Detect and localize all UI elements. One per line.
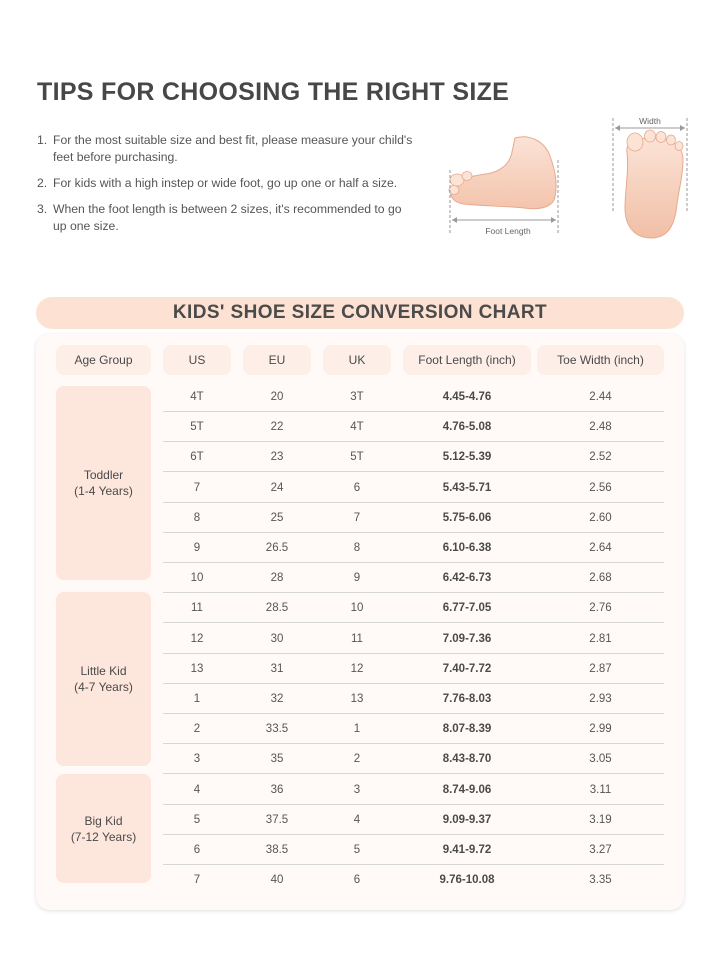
table-row (163, 805, 664, 835)
table-row (163, 533, 664, 563)
eu-size-cell: 26.5 (265, 542, 289, 554)
toe-width-cell: 2.56 (589, 481, 612, 494)
toe-width-cell: 3.27 (589, 844, 612, 856)
uk-size-cell: 10 (350, 602, 364, 615)
group-range: (4-7 Years) (74, 680, 133, 694)
toe-shape (667, 135, 676, 145)
eu-size-cell: 28.5 (265, 602, 289, 615)
uk-size-cell: 4 (353, 813, 361, 826)
foot-length-cell: 8.74-9.06 (442, 783, 492, 796)
us-size-cell: 10 (190, 572, 204, 585)
uk-size-cell: 5 (353, 844, 361, 856)
group-little-kid (56, 592, 151, 766)
uk-size-cell: 9 (353, 572, 361, 585)
table-row (163, 714, 664, 744)
table-row (163, 593, 664, 623)
header-us: US (163, 345, 231, 375)
group-name: Big Kid (84, 813, 123, 828)
toe-width-cell: 2.93 (589, 693, 612, 705)
eu-size-cell: 32 (270, 693, 284, 705)
tip-number: 1. (37, 133, 48, 147)
toe-width-cell: 3.11 (589, 783, 612, 796)
tip-number: 2. (37, 176, 48, 190)
eu-size-cell: 20 (270, 391, 284, 403)
uk-size-cell: 3T (350, 391, 364, 403)
uk-size-cell: 6 (353, 481, 361, 494)
arrowhead (551, 217, 556, 223)
arrowhead (680, 125, 685, 131)
uk-size-cell: 12 (350, 662, 364, 675)
eu-size-cell: 37.5 (265, 813, 289, 826)
foot-length-cell: 5.12-5.39 (442, 451, 492, 464)
eu-size-cell: 38.5 (265, 844, 289, 856)
us-size-cell: 4 (193, 783, 201, 796)
toe-width-cell: 2.48 (589, 421, 612, 434)
eu-size-cell: 22 (270, 421, 284, 434)
tip-item (37, 201, 417, 235)
eu-size-cell: 25 (270, 511, 284, 524)
uk-size-cell: 2 (353, 753, 361, 766)
group-name: Toddler (83, 468, 124, 482)
us-size-cell: 1 (193, 693, 201, 705)
toe-width-cell: 2.76 (589, 602, 612, 615)
tip-item (37, 132, 417, 166)
uk-size-cell: 11 (351, 632, 363, 645)
tip-text: For kids with a high instep or wide foot, go up one or half a size. (53, 176, 398, 190)
header-toe-width: Toe Width (inch) (537, 345, 664, 375)
toe-width-cell: 3.05 (589, 753, 612, 766)
tip-number: 3. (37, 202, 48, 216)
foot-length-cell: 8.43-8.70 (442, 753, 492, 766)
foot-length-cell: 5.43-5.71 (442, 481, 492, 494)
eu-size-cell: 30 (270, 632, 284, 645)
foot-length-cell: 7.76-8.03 (442, 693, 492, 705)
foot-length-label: Foot Length (485, 226, 531, 236)
uk-size-cell: 5T (350, 451, 364, 464)
us-size-cell: 2 (193, 723, 201, 736)
eu-size-cell: 31 (270, 662, 284, 675)
group-range: (7-12 Years) (70, 829, 137, 844)
us-size-cell: 4T (190, 391, 204, 403)
toe-shape (462, 172, 472, 181)
foot-length-cell: 4.76-5.08 (442, 421, 492, 434)
us-size-cell: 7 (193, 874, 201, 887)
table-row (163, 775, 664, 805)
toe-width-cell: 3.35 (589, 874, 612, 887)
toe-shape (675, 142, 683, 151)
us-size-cell: 6 (193, 844, 201, 856)
sole-shape (625, 138, 683, 238)
foot-length-cell: 7.40-7.72 (442, 662, 492, 675)
arrowhead (615, 125, 620, 131)
us-size-cell: 3 (193, 753, 201, 766)
toe-width-cell: 2.64 (589, 542, 612, 554)
foot-length-cell: 7.09-7.36 (442, 632, 492, 645)
eu-size-cell: 24 (270, 481, 284, 494)
foot-sole-illustration (605, 112, 695, 247)
toe-width-cell: 2.68 (589, 572, 612, 585)
table-row (163, 654, 664, 684)
foot-length-cell: 6.42-6.73 (442, 572, 492, 585)
toe-width-cell: 2.81 (589, 632, 612, 645)
eu-size-cell: 23 (270, 451, 284, 464)
toe-width-cell: 2.60 (589, 511, 612, 524)
toe-width-cell: 2.99 (589, 723, 612, 736)
uk-size-cell: 6 (353, 874, 361, 887)
table-row (163, 442, 664, 472)
foot-length-cell: 6.10-6.38 (442, 542, 492, 554)
toe-shape (645, 130, 656, 142)
table-row (163, 624, 664, 654)
arrowhead (452, 217, 457, 223)
chart-title: KIDS' SHOE SIZE CONVERSION CHART (172, 302, 548, 323)
us-size-cell: 8 (193, 511, 201, 524)
table-row (163, 382, 664, 412)
tip-text: For the most suitable size and best fit, please measure your child's feet before purchasing. (53, 133, 413, 164)
us-size-cell: 12 (190, 632, 204, 645)
foot-length-cell: 9.41-9.72 (442, 844, 492, 856)
toe-shape (627, 133, 643, 151)
toe-width-cell: 2.52 (589, 451, 612, 464)
toe-shape (656, 132, 666, 143)
uk-size-cell: 3 (353, 783, 361, 796)
group-toddler (56, 386, 151, 580)
tips-list (37, 132, 417, 244)
header-age-group: Age Group (56, 345, 151, 375)
uk-size-cell: 8 (353, 542, 361, 554)
foot-length-cell: 9.09-9.37 (442, 813, 492, 826)
eu-size-cell: 33.5 (265, 723, 289, 736)
us-size-cell: 6T (190, 451, 204, 464)
us-size-cell: 11 (191, 602, 203, 615)
toe-width-cell: 2.87 (589, 662, 612, 675)
uk-size-cell: 4T (350, 421, 364, 434)
table-row (163, 684, 664, 714)
eu-size-cell: 28 (270, 572, 284, 585)
toe-width-cell: 2.44 (589, 391, 612, 403)
foot-length-cell: 9.76-10.08 (439, 874, 495, 887)
us-size-cell: 5T (190, 421, 204, 434)
table-row (163, 503, 664, 533)
tip-item (37, 175, 417, 192)
foot-length-cell: 6.77-7.05 (442, 602, 492, 615)
group-big-kid (56, 774, 151, 883)
group-range: (1-4 Years) (74, 484, 133, 498)
page-title: TIPS FOR CHOOSING THE RIGHT SIZE (37, 78, 510, 106)
uk-size-cell: 7 (353, 511, 361, 524)
table-row (163, 744, 664, 774)
table-row (163, 563, 664, 593)
group-name: Little Kid (80, 664, 127, 678)
chart-title-banner (36, 297, 684, 329)
header-foot-length: Foot Length (inch) (403, 345, 531, 375)
table-row (163, 412, 664, 442)
us-size-cell: 7 (193, 481, 201, 494)
foot-length-cell: 4.45-4.76 (442, 391, 492, 403)
eu-size-cell: 36 (270, 783, 284, 796)
table-row (163, 865, 664, 895)
foot-length-cell: 8.07-8.39 (442, 723, 492, 736)
header-eu: EU (243, 345, 311, 375)
us-size-cell: 13 (190, 662, 204, 675)
uk-size-cell: 13 (350, 693, 364, 705)
eu-size-cell: 40 (270, 874, 284, 887)
header-uk: UK (323, 345, 391, 375)
eu-size-cell: 35 (270, 753, 284, 766)
table-row (163, 835, 664, 865)
toe-width-cell: 3.19 (589, 813, 612, 826)
tip-text: When the foot length is between 2 sizes, it's recommended to go up one size. (53, 202, 402, 233)
width-label: Width (639, 116, 661, 126)
uk-size-cell: 1 (353, 723, 361, 736)
foot-side-illustration (440, 120, 570, 245)
us-size-cell: 5 (193, 813, 201, 826)
foot-length-cell: 5.75-6.06 (442, 511, 492, 524)
table-row (163, 473, 664, 503)
us-size-cell: 9 (193, 542, 201, 554)
